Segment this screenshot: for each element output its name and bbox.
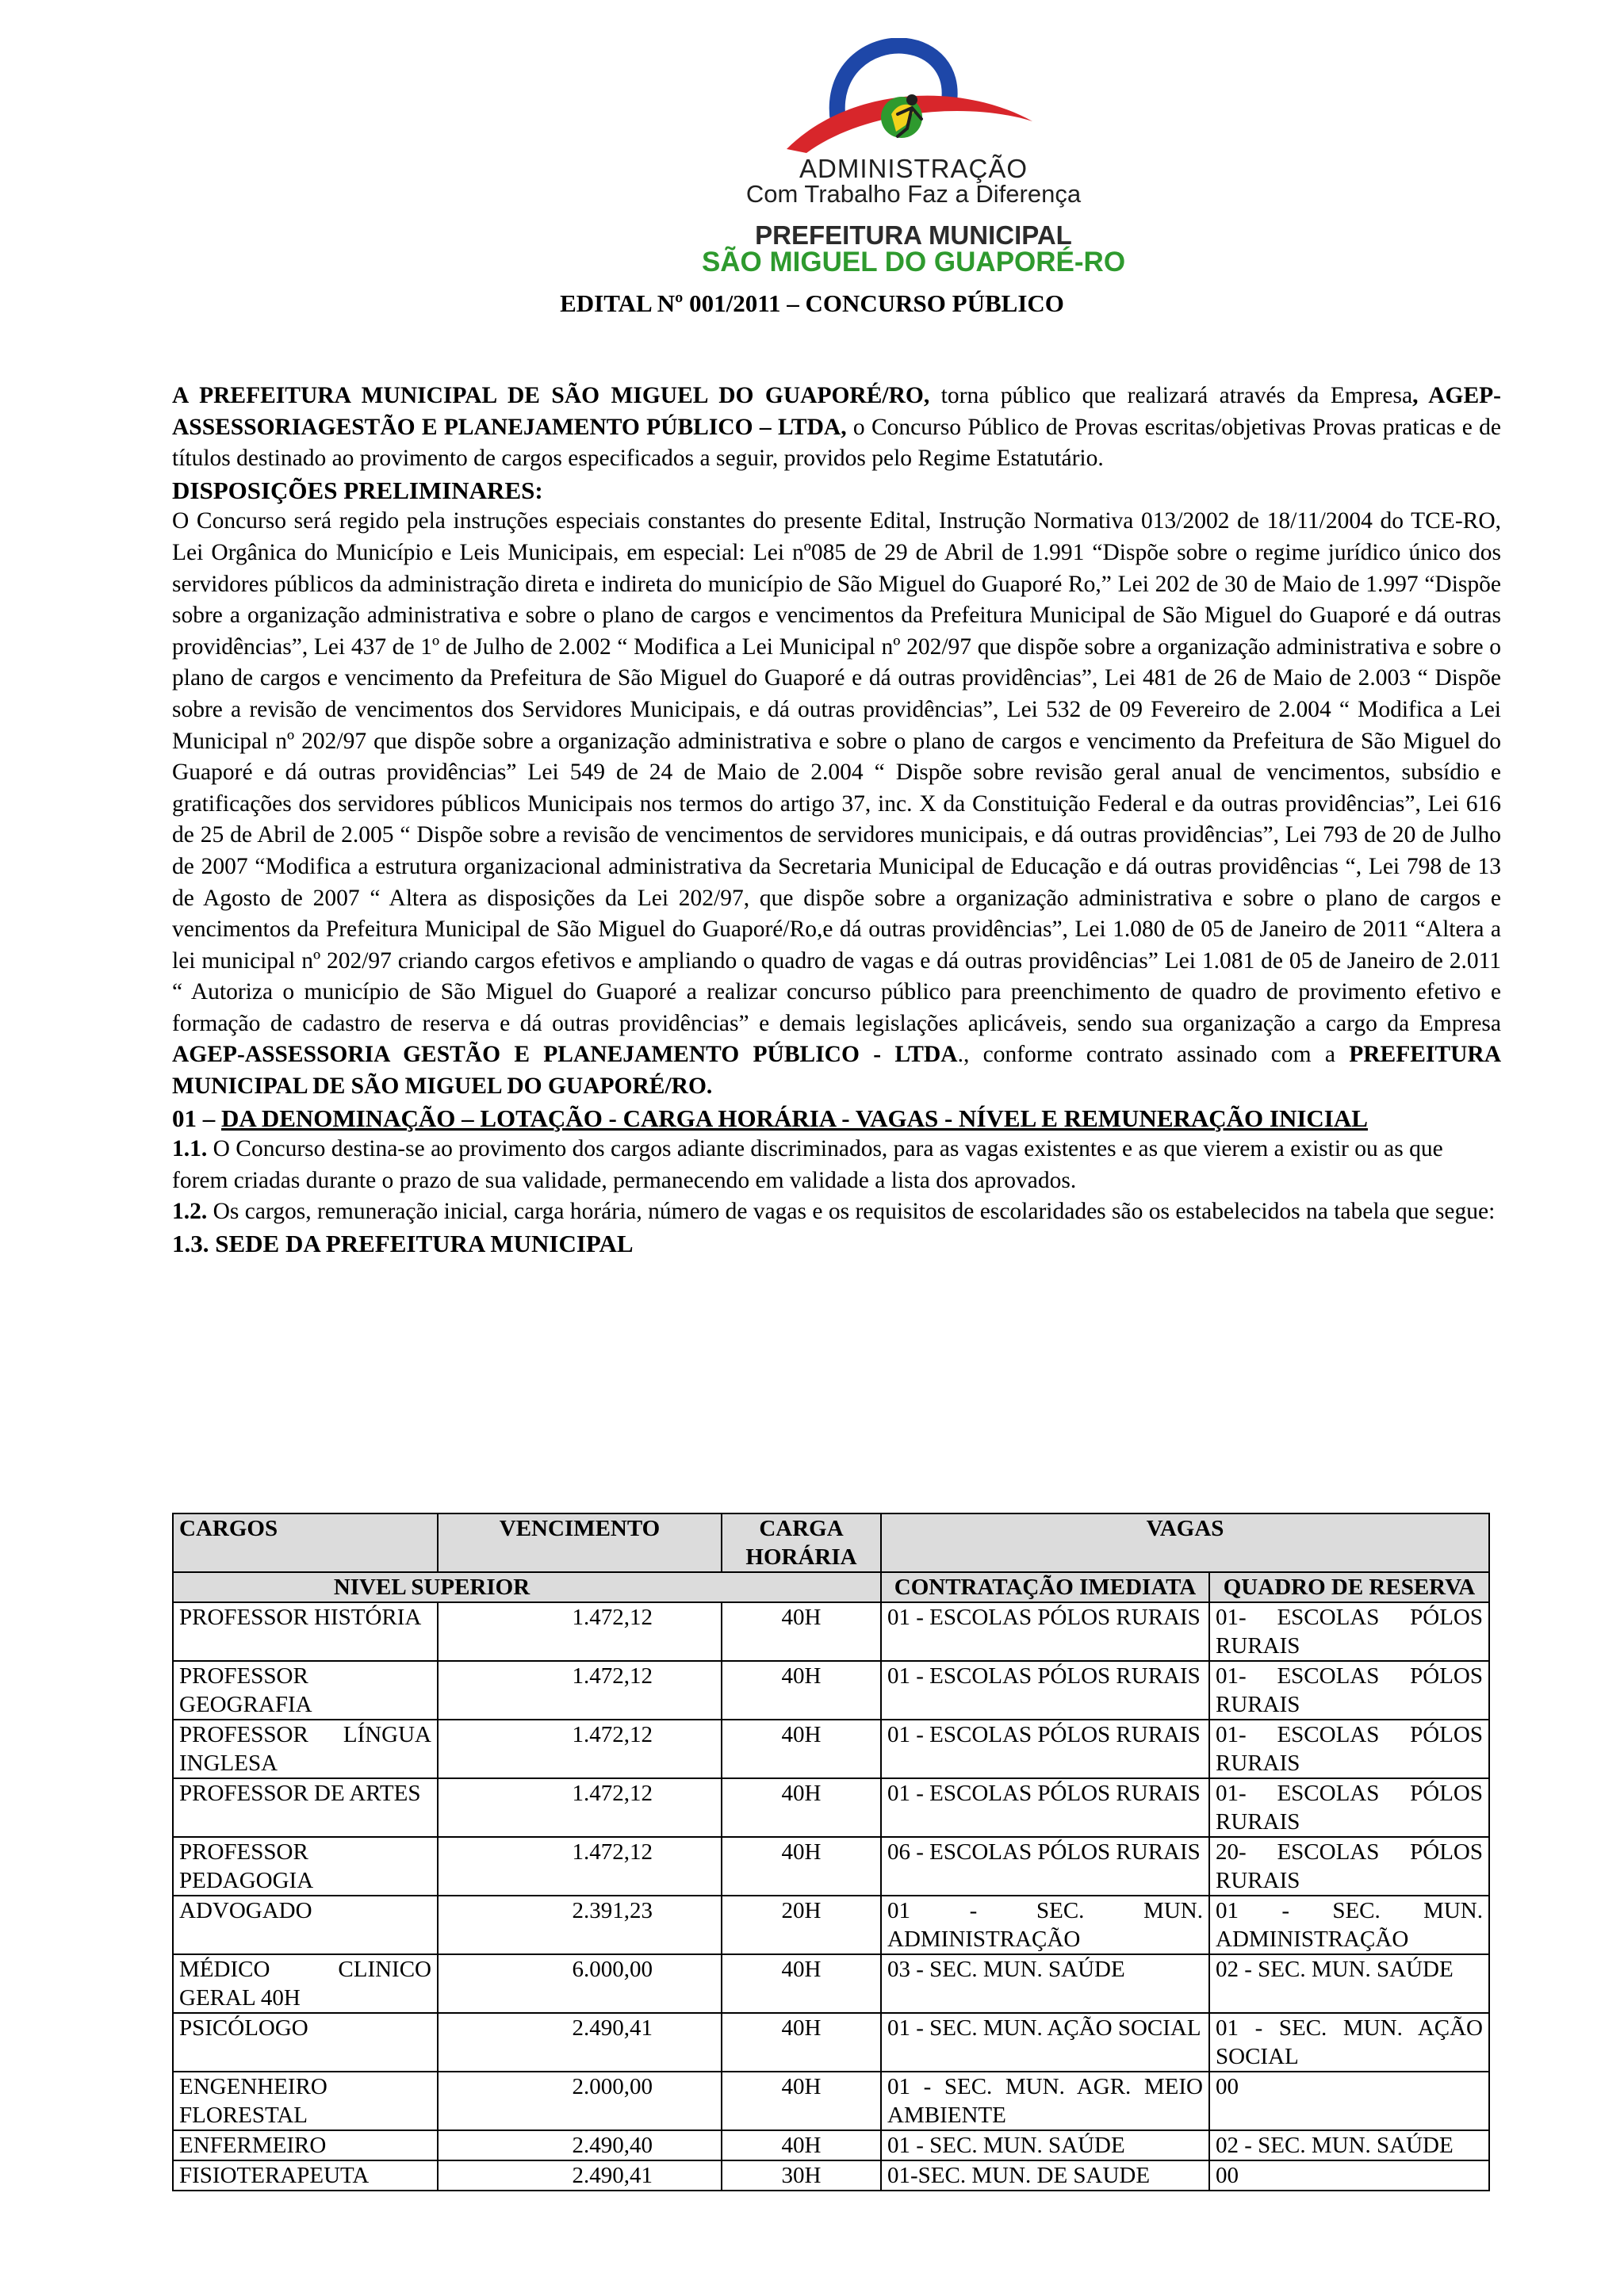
cell-cargo: MÉDICO CLINICO GERAL 40H xyxy=(173,1954,438,2013)
item-1-1-number: 1.1. xyxy=(172,1136,208,1162)
cell-vencimento: 1.472,12 xyxy=(438,1778,722,1837)
header-vagas: VAGAS xyxy=(881,1513,1489,1572)
cell-vencimento: 6.000,00 xyxy=(438,1954,722,2013)
cell-quadro-reserva: 01- ESCOLAS PÓLOS RURAIS xyxy=(1209,1720,1489,1778)
item-1-2-number: 1.2. xyxy=(172,1199,208,1225)
logo-text-prefeitura: PREFEITURA MUNICIPAL xyxy=(755,220,1072,250)
cell-contratacao-imediata: 01 - SEC. MUN. ADMINISTRAÇÃO xyxy=(881,1896,1209,1954)
table-row xyxy=(173,2130,1489,2160)
prefeitura-logo xyxy=(660,38,1167,276)
cell-contratacao-imediata: 01 - SEC. MUN. AÇÃO SOCIAL xyxy=(881,2013,1209,2072)
table-subheader-row xyxy=(173,1572,1489,1602)
logo-text-administracao: ADMINISTRAÇÃO xyxy=(799,154,1028,183)
intro-bold-prefeitura: A PREFEITURA MUNICIPAL DE SÃO MIGUEL DO GUAPORÉ/RO, xyxy=(172,383,930,408)
vagas-table xyxy=(172,1513,1490,2191)
cell-cargo: PROFESSOR GEOGRAFIA xyxy=(173,1661,438,1720)
subheader-nivel-superior xyxy=(173,1572,881,1602)
cell-carga-horaria: 40H xyxy=(722,2013,881,2072)
cell-cargo: PROFESSOR PEDAGOGIA xyxy=(173,1837,438,1896)
cell-quadro-reserva: 00 xyxy=(1209,2160,1489,2191)
cell-quadro-reserva: 01- ESCOLAS PÓLOS RURAIS xyxy=(1209,1602,1489,1661)
table-row xyxy=(173,1954,1489,2013)
table-row xyxy=(173,2013,1489,2072)
cell-cargo: ENGENHEIRO FLORESTAL xyxy=(173,2072,438,2130)
preliminares-bold-company: AGEP-ASSESSORIA GESTÃO E PLANEJAMENTO PÚBLICO - LTDA xyxy=(172,1042,958,1068)
cell-quadro-reserva: 01- ESCOLAS PÓLOS RURAIS xyxy=(1209,1661,1489,1720)
cell-contratacao-imediata: 01 - SEC. MUN. AGR. MEIO AMBIENTE xyxy=(881,2072,1209,2130)
preliminares-paragraph xyxy=(172,506,1501,1102)
item-1-1-text: O Concurso destina-se ao provimento dos cargos adiante discriminados, para as vagas existentes e as que vierem a existir ou as que forem criadas durante o prazo de sua validade, permanecendo em validade a lista dos aprovados. xyxy=(172,1136,1443,1193)
cell-vencimento: 1.472,12 xyxy=(438,1661,722,1720)
intro-bold-empresa: , AGEP-ASSESSORIAGESTÃO E PLANEJAMENTO PÚBLICO – LTDA, xyxy=(172,383,1502,440)
logo-emblem-icon xyxy=(660,38,1167,157)
subheader-nivel-superior-label: NIVEL SUPERIOR xyxy=(333,1575,530,1600)
cell-vencimento: 2.490,41 xyxy=(438,2013,722,2072)
intro-text-1: torna público que realizará através da Empresa xyxy=(929,383,1413,408)
cell-vencimento: 1.472,12 xyxy=(438,1837,722,1896)
cell-cargo: PROFESSOR DE ARTES xyxy=(173,1778,438,1837)
cell-carga-horaria: 20H xyxy=(722,1896,881,1954)
cell-vencimento: 2.490,41 xyxy=(438,2160,722,2191)
table-row xyxy=(173,1778,1489,1837)
header-cargos: CARGOS xyxy=(173,1513,438,1572)
cell-vencimento: 2.000,00 xyxy=(438,2072,722,2130)
section-01-number: 01 – xyxy=(172,1104,221,1132)
cell-carga-horaria: 30H xyxy=(722,2160,881,2191)
cell-quadro-reserva: 02 - SEC. MUN. SAÚDE xyxy=(1209,2130,1489,2160)
header-vencimento: VENCIMENTO xyxy=(438,1513,722,1572)
cell-cargo: PROFESSOR HISTÓRIA xyxy=(173,1602,438,1661)
preliminares-text-after: ., conforme contrato assinado com a xyxy=(957,1042,1350,1068)
table-row xyxy=(173,1602,1489,1661)
cell-contratacao-imediata: 03 - SEC. MUN. SAÚDE xyxy=(881,1954,1209,2013)
intro-paragraph xyxy=(172,381,1501,475)
item-1-1 xyxy=(172,1134,1501,1196)
item-1-3-heading: 1.3. SEDE DA PREFEITURA MUNICIPAL xyxy=(172,1230,634,1258)
document-body xyxy=(172,381,1501,1260)
cell-cargo: PROFESSOR LÍNGUA INGLESA xyxy=(173,1720,438,1778)
cell-contratacao-imediata: 01 - ESCOLAS PÓLOS RURAIS xyxy=(881,1602,1209,1661)
cell-quadro-reserva: 02 - SEC. MUN. SAÚDE xyxy=(1209,1954,1489,2013)
cell-quadro-reserva: 01 - SEC. MUN. ADMINISTRAÇÃO xyxy=(1209,1896,1489,1954)
cell-quadro-reserva: 20- ESCOLAS PÓLOS RURAIS xyxy=(1209,1837,1489,1896)
table-row xyxy=(173,1661,1489,1720)
item-1-2-text: Os cargos, remuneração inicial, carga horária, número de vagas e os requisitos de escolaridades são os estabelecidos na tabela que segue: xyxy=(207,1199,1496,1225)
table-row xyxy=(173,1896,1489,1954)
cell-contratacao-imediata: 01 - ESCOLAS PÓLOS RURAIS xyxy=(881,1720,1209,1778)
cell-vencimento: 2.490,40 xyxy=(438,2130,722,2160)
preliminares-heading: DISPOSIÇÕES PRELIMINARES: xyxy=(172,476,543,504)
preliminares-text: O Concurso será regido pela instruções especiais constantes do presente Edital, Instrução Normativa 013/2002 de 18/11/2004 do TCE-RO, Lei Orgânica do Município e Leis Municipais, em especial: Lei nº085 de 29 de Abril de 1.991 “Dispõe sobre o regime jurídico único dos servidores públicos da administração direta e indireta do município de São Miguel do Guaporé Ro,” Lei 202 de 30 de Maio de 1.997 “Dispõe sobre a organização administrativa e sobre o plano de cargos e vencimentos da Prefeitura Municipal de São Miguel do Guaporé e dá outras providências”, Lei 437 de 1º de Julho de 2.002 “ Modifica a Lei Municipal nº 202/97 que dispõe sobre a organização administrativa e sobre o plano de cargos e vencimento da Prefeitura de São Miguel do Guaporé e dá outras providências”, Lei 481 de 26 de Maio de 2.003 “ Dispõe sobre a revisão de vencimentos dos Servidores Municipais, e dá outras providências”, Lei 532 de 09 Fevereiro de 2.004 “ Modifica a Lei Municipal nº 202/97 que dispõe sobre a organização administrativa e sobre o plano de cargos e vencimento da Prefeitura de São Miguel do Guaporé e dá outras providências” Lei 549 de 24 de Maio de 2.004 “ Dispõe sobre revisão geral anual de vencimentos, subsídio e gratificações dos servidores públicos Municipais nos termos do artigo 37, inc. X da Constituição Federal e da outras providências”, Lei 616 de 25 de Abril de 2.005 “ Dispõe sobre a revisão de vencimentos de servidores municipais, e dá outras providências”, Lei 793 de 20 de Julho de 2007 “Modifica a estrutura organizacional administrativa da Secretaria Municipal de Educação e dá outras providências “, Lei 798 de 13 de Agosto de 2007 “ Altera as disposições da Lei 202/97, que dispõe sobre a organização administrativa e sobre o plano de cargos e vencimentos da Prefeitura Municipal de São Miguel do Guaporé/Ro,e dá outras providências”, Lei 1.080 de 05 de Janeiro de 2011 “Altera a lei municipal nº 202/97 criando cargos efetivos e ampliando o quadro de vagas e dá outras providências” Lei 1.081 de 05 de Janeiro de 2.011 “ Autoriza o município de São Miguel do Guaporé a realizar concurso público para preenchimento de quadro de provimento efetivo e formação de cadastro de reserva e dá outras providências” e demais legislações aplicáveis, sendo sua organização a cargo da Empresa xyxy=(172,508,1501,1036)
item-1-2 xyxy=(172,1196,1501,1228)
cell-cargo: PSICÓLOGO xyxy=(173,2013,438,2072)
document-title: EDITAL Nº 001/2011 – CONCURSO PÚBLICO xyxy=(560,289,1064,317)
subheader-quadro-reserva: QUADRO DE RESERVA xyxy=(1209,1572,1489,1602)
cell-carga-horaria: 40H xyxy=(722,1602,881,1661)
table-row xyxy=(173,1837,1489,1896)
cell-contratacao-imediata: 01 - SEC. MUN. SAÚDE xyxy=(881,2130,1209,2160)
intro-text-2: o Concurso Público de Provas escritas/objetivas Provas praticas e de títulos destinado ao provimento de cargos especificados a seguir, providos pelo Regime Estatutário. xyxy=(172,414,1501,472)
cell-carga-horaria: 40H xyxy=(722,1954,881,2013)
cell-contratacao-imediata: 01 - ESCOLAS PÓLOS RURAIS xyxy=(881,1778,1209,1837)
cell-contratacao-imediata: 01 - ESCOLAS PÓLOS RURAIS xyxy=(881,1661,1209,1720)
header-carga-horaria: CARGA HORÁRIA xyxy=(722,1513,881,1572)
cell-contratacao-imediata: 06 - ESCOLAS PÓLOS RURAIS xyxy=(881,1837,1209,1896)
table-header-row xyxy=(173,1513,1489,1572)
table-row xyxy=(173,1720,1489,1778)
cell-cargo: FISIOTERAPEUTA xyxy=(173,2160,438,2191)
cell-quadro-reserva: 01 - SEC. MUN. AÇÃO SOCIAL xyxy=(1209,2013,1489,2072)
cell-carga-horaria: 40H xyxy=(722,2072,881,2130)
cell-vencimento: 1.472,12 xyxy=(438,1720,722,1778)
cell-cargo: ENFERMEIRO xyxy=(173,2130,438,2160)
subheader-contratacao-imediata: CONTRATAÇÃO IMEDIATA xyxy=(881,1572,1209,1602)
cell-carga-horaria: 40H xyxy=(722,2130,881,2160)
cell-cargo: ADVOGADO xyxy=(173,1896,438,1954)
cell-vencimento: 2.391,23 xyxy=(438,1896,722,1954)
section-01-title: DA DENOMINAÇÃO – LOTAÇÃO - CARGA HORÁRIA - VAGAS - NÍVEL E REMUNERAÇÃO INICIAL xyxy=(221,1104,1368,1132)
cell-quadro-reserva: 00 xyxy=(1209,2072,1489,2130)
cell-quadro-reserva: 01- ESCOLAS PÓLOS RURAIS xyxy=(1209,1778,1489,1837)
table-row xyxy=(173,2072,1489,2130)
preliminares-bold-prefeitura: PREFEITURA MUNICIPAL DE SÃO MIGUEL DO GUAPORÉ/RO. xyxy=(172,1042,1501,1100)
cell-carga-horaria: 40H xyxy=(722,1720,881,1778)
cell-carga-horaria: 40H xyxy=(722,1778,881,1837)
cell-vencimento: 1.472,12 xyxy=(438,1602,722,1661)
logo-text-slogan: Com Trabalho Faz a Diferença xyxy=(745,180,1082,208)
cell-carga-horaria: 40H xyxy=(722,1661,881,1720)
section-01-heading xyxy=(172,1103,1501,1135)
table-row xyxy=(173,2160,1489,2191)
cell-carga-horaria: 40H xyxy=(722,1837,881,1896)
cell-contratacao-imediata: 01-SEC. MUN. DE SAUDE xyxy=(881,2160,1209,2191)
logo-text-municipio: SÃO MIGUEL DO GUAPORÉ-RO xyxy=(701,247,1126,277)
vagas-table-body xyxy=(173,1602,1489,2191)
